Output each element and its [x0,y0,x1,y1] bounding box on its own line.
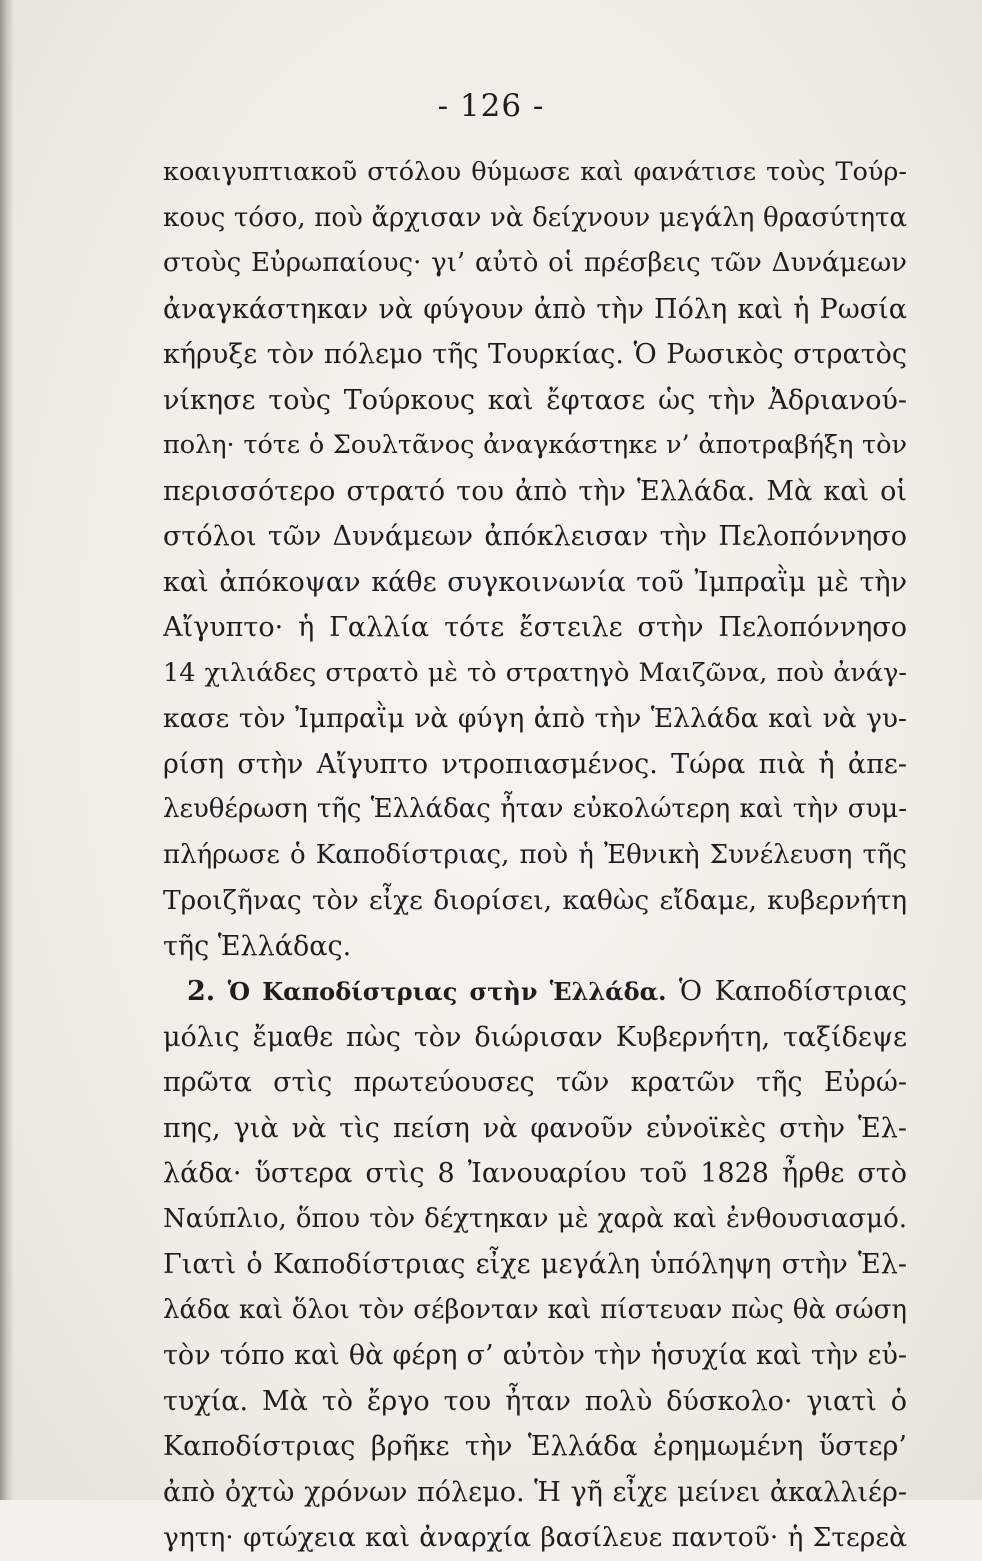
page-binding-shadow [0,0,14,1500]
text-line: περισσότερο στρατό του ἀπὸ τὴν Ἑλλάδα. Μὰ καὶ οἱ [163,475,907,507]
text-line: πρῶτα στὶς πρωτεύουσες τῶν κρατῶν τῆς Εὐρώ- [163,1067,907,1098]
text-line: τυχία. Μὰ τὸ ἔργο του ἦταν πολὺ δύσκολο· γιατὶ ὁ [163,1385,907,1417]
text-line: Καποδίστριας βρῆκε τὴν Ἑλλάδα ἐρημωμένη ὕστερ’ [163,1431,907,1462]
main-text [163,150,907,1561]
section-heading-line [163,969,907,1015]
text-line: πης, γιὰ νὰ τὶς πείση νὰ φανοῦν εὐνοϊκὲς στὴν Ἑλ- [163,1112,907,1144]
text-line: κήρυξε τὸν πόλεμο τῆς Τουρκίας. Ὁ Ρωσικὸς στρατὸς [163,339,907,370]
section-heading: Ὁ Καποδίστριας στὴν Ἑλλάδα. [227,977,667,1006]
text-line: λάδα· ὕστερα στὶς 8 Ἰανουαρίου τοῦ 1828 ἦρθε στὸ [163,1158,907,1189]
page-number: - 126 - [437,88,545,124]
text-line: 14 χιλιάδες στρατὸ μὲ τὸ στρατηγὸ Μαιζῶνα, ποὺ ἀνάγ- [163,657,907,688]
text-line: Ναύπλιο, ὅπου τὸν δέχτηκαν μὲ χαρὰ καὶ ἐνθουσιασμό. [163,1203,907,1234]
text-line: ἀπὸ ὀχτὼ χρόνων πόλεμο. Ἡ γῆ εἶχε μείνει ἀκαλλιέρ- [163,1476,907,1508]
text-line: τῆς Ἑλλάδας. [163,930,352,962]
text-line: πλήρωσε ὁ Καποδίστριας, ποὺ ἡ Ἐθνικὴ Συνέλευση τῆς [163,839,907,870]
text-line: ρίση στὴν Αἴγυπτο ντροπιασμένος. Τώρα πιὰ ἡ ἀπε- [163,748,907,780]
text-line: λάδα καὶ ὅλοι τὸν σέβονταν καὶ πίστευαν πὼς θὰ σώση [163,1294,907,1325]
section-first-line-text: Ὁ Καποδίστριας [678,976,907,1007]
text-line: νίκησε τοὺς Τούρκους καὶ ἔφτασε ὡς τὴν Ἀδριανού- [163,384,907,416]
text-line: κους τόσο, ποὺ ἄρχισαν νὰ δείχνουν μεγάλη θρασύτητα [163,202,907,233]
text-line: Γιατὶ ὁ Καποδίστριας εἶχε μεγάλη ὑπόληψη στὴν Ἑλ- [163,1249,907,1280]
text-line: ἀναγκάστηκαν νὰ φύγουν ἀπὸ τὴν Πόλη καὶ ἡ Ρωσία [163,293,907,325]
text-line: Τροιζῆνας τὸν εἶχε διορίσει, καθὼς εἴδαμε, κυβερνήτη [163,885,907,916]
text-line: κοαιγυπτιακοῦ στόλου θύμωσε καὶ φανάτισε τοὺς Τούρ- [163,157,907,187]
text-line: κασε τὸν Ἰμπραῒμ νὰ φύγη ἀπὸ τὴν Ἑλλάδα καὶ νὰ γυ- [163,703,907,734]
text-line: λευθέρωση τῆς Ἑλλάδας ἦταν εὐκολώτερη καὶ τὴν συμ- [163,794,907,824]
text-line: στοὺς Εὐρωπαίους· γι’ αὐτὸ οἱ πρέσβεις τῶν Δυνάμεων [163,248,907,278]
text-line: γητη· φτώχεια καὶ ἀναρχία βασίλευε παντοῦ· ἡ Στερεὰ [163,1522,907,1553]
text-line: Αἴγυπτο· ἡ Γαλλία τότε ἔστειλε στὴν Πελοπόννησο [163,612,907,643]
section-number: 2. [187,976,216,1007]
text-line: τὸν τόπο καὶ θὰ φέρη σ’ αὐτὸν τὴν ἡσυχία καὶ τὴν εὐ- [163,1340,907,1371]
text-line: στόλοι τῶν Δυνάμεων ἀπόκλεισαν τὴν Πελοπόννησο [163,521,907,552]
text-line: πολη· τότε ὁ Σουλτᾶνος ἀναγκάστηκε ν’ ἀποτραβήξη τὸν [163,430,907,460]
text-line: καὶ ἀπόκοψαν κάθε συγκοινωνία τοῦ Ἰμπραῒμ μὲ τὴν [163,566,907,598]
text-line: μόλις ἔμαθε πὼς τὸν διώρισαν Κυβερνήτη, ταξίδεψε [163,1021,907,1053]
